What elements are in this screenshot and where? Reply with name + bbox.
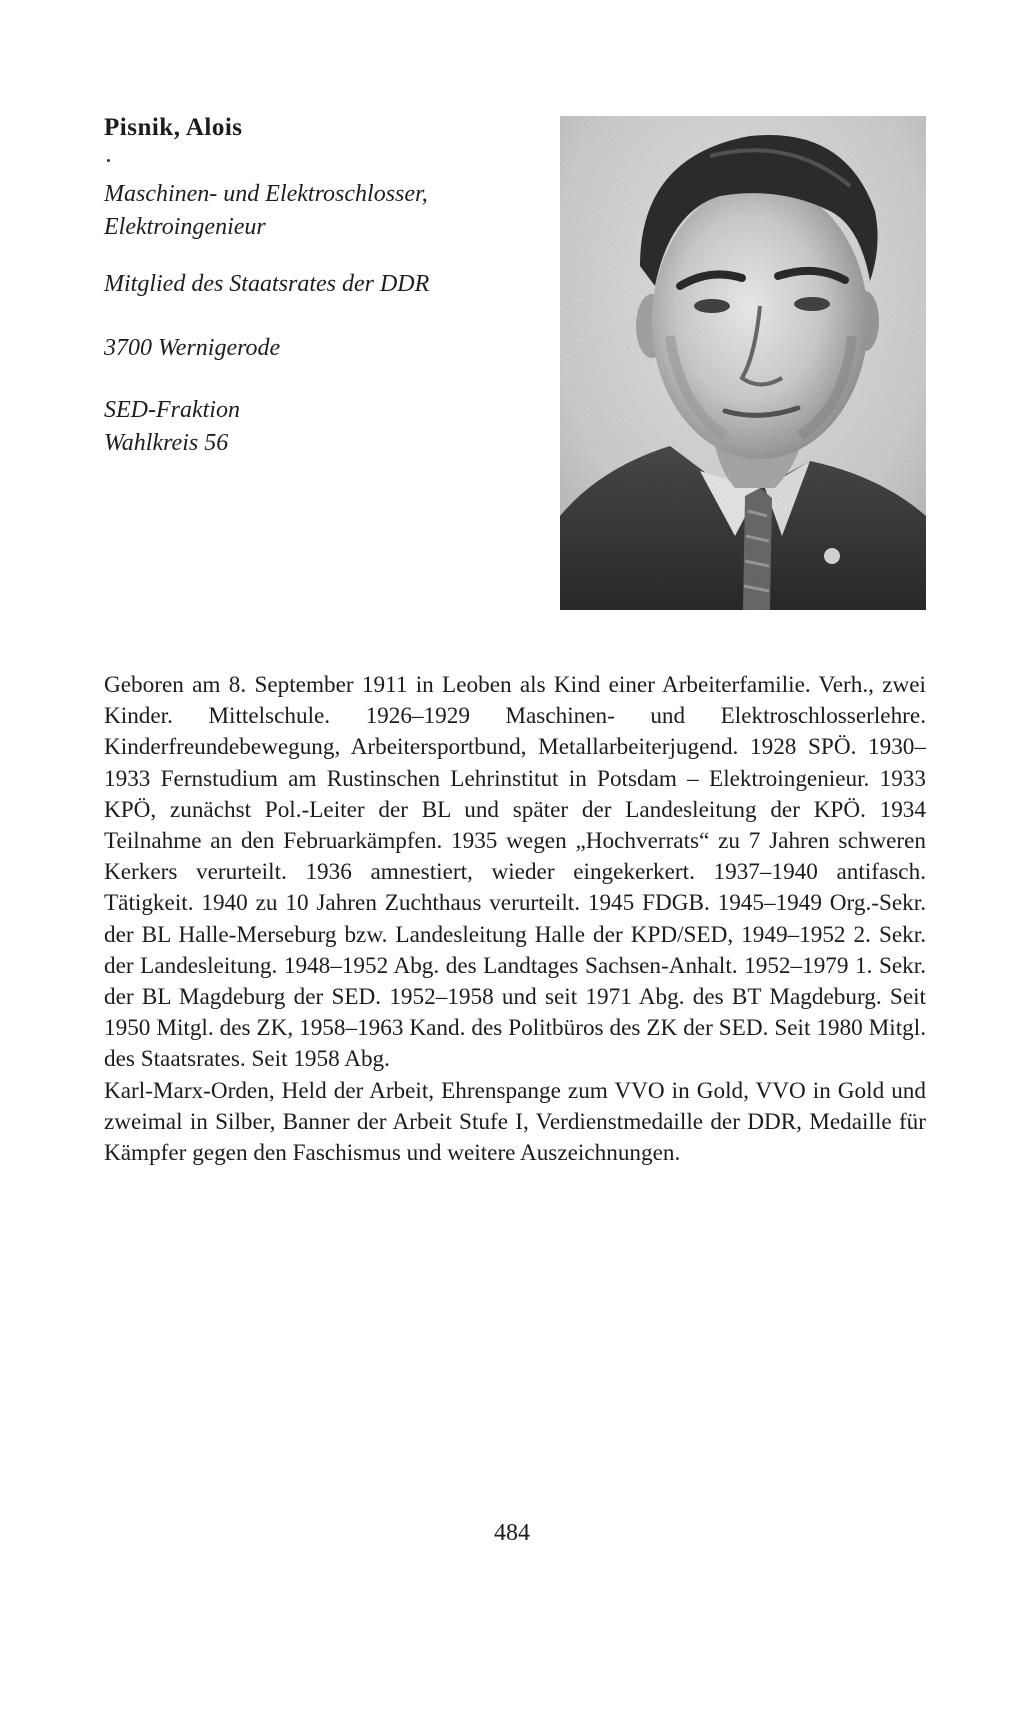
faction-block bbox=[104, 394, 240, 460]
constituency-text: Wahlkreis 56 bbox=[104, 430, 229, 456]
awards-paragraph: Karl-Marx-Orden, Held der Arbeit, Ehrenspange zum VVO in Gold, VVO in Gold und zweimal in Silber, Banner der Arbeit Stufe I, Verdienstmedaille der DDR, Medaille für Kämpfer gegen den Faschismus und weitere Auszeichnungen. bbox=[104, 1077, 926, 1167]
membership-text: Mitglied des Staatsrates der DDR bbox=[104, 271, 430, 297]
portrait-photo bbox=[560, 116, 926, 610]
location-line bbox=[104, 332, 280, 365]
entry-name: Pisnik, Alois bbox=[104, 114, 243, 141]
profession-line-1: Maschinen- und Elektroschlosser, bbox=[104, 181, 428, 207]
portrait-illustration bbox=[560, 116, 926, 610]
profession-line-2: Elektroingenieur bbox=[104, 214, 266, 240]
location-text: 3700 Wernigerode bbox=[104, 335, 281, 361]
membership-line bbox=[104, 268, 429, 301]
bullet-dot bbox=[107, 159, 110, 162]
page-number: 484 bbox=[494, 1520, 530, 1546]
biography bbox=[104, 670, 926, 1169]
faction-text: SED-Fraktion bbox=[104, 397, 240, 423]
profession-block bbox=[104, 178, 428, 244]
biography-paragraph: Geboren am 8. September 1911 in Leoben als Kind einer Arbeiterfamilie. Verh., zwei Kinder. Mittelschule. 1926–1929 Maschinen- und Elektroschlosserlehre. Kinderfreundebewegung, Arbeitersportbund, Metallarbeiterjugend. 1928 SPÖ. 1930–1933 Fernstudium am Rustinschen Lehrinstitut in Potsdam – Elektroingenieur. 1933 KPÖ, zunächst Pol.-Leiter der BL und später der Landesleitung der KPÖ. 1934 Teilnahme an den Februarkämpfen. 1935 wegen „Hochverrats“ zu 7 Jahren schweren Kerkers verurteilt. 1936 amnestiert, wieder eingekerkert. 1937–1940 antifasch. Tätigkeit. 1940 zu 10 Jahren Zuchthaus verurteilt. 1945 FDGB. 1945–1949 Org.-Sekr. der BL Halle-Merseburg bzw. Landesleitung Halle der KPD/SED, 1949–1952 2. Sekr. der Landesleitung. 1948–1952 Abg. des Landtages Sachsen-Anhalt. 1952–1979 1. Sekr. der BL Magdeburg der SED. 1952–1958 und seit 1971 Abg. des BT Magdeburg. Seit 1950 Mitgl. des ZK, 1958–1963 Kand. des Politbüros des ZK der SED. Seit 1980 Mitgl. des Staatsrates. Seit 1958 Abg. bbox=[104, 672, 926, 1073]
